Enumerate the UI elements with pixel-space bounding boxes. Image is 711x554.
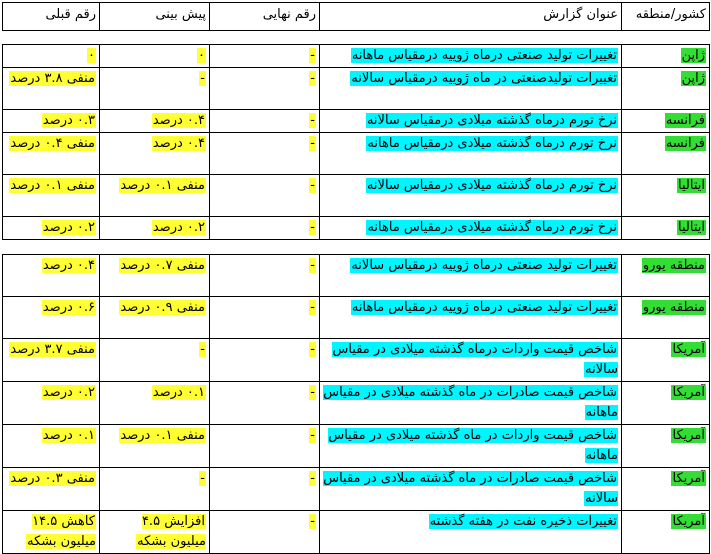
country-cell	[622, 255, 710, 297]
forecast-cell-text: -	[200, 71, 205, 86]
forecast-cell	[100, 468, 210, 511]
report-title-cell	[320, 255, 622, 297]
final-value-cell	[210, 382, 320, 425]
report-title-cell-text: نرخ تورم درماه گذشته میلادی درمقیاس ماهانه	[367, 220, 617, 235]
table-row	[3, 175, 710, 217]
final-value-cell-text: -	[310, 342, 315, 357]
final-value-cell-text: -	[310, 178, 315, 193]
table-row	[3, 468, 710, 511]
final-value-cell	[210, 217, 320, 240]
forecast-cell-text: -	[200, 471, 205, 486]
previous-value-cell-text: ۰.۱ درصد	[42, 428, 95, 443]
forecast-cell	[100, 255, 210, 297]
country-cell-text: آمریکا	[672, 514, 705, 529]
report-title-cell-text: شاخص قیمت واردات درماه گذشته میلادی در مقیاس سالانه	[332, 342, 618, 377]
country-cell-text: ژاپن	[681, 48, 705, 63]
final-value-cell	[210, 468, 320, 511]
report-title-cell	[320, 511, 622, 554]
country-cell-text: آمریکا	[672, 385, 705, 400]
final-value-cell-text: -	[310, 385, 315, 400]
report-title-cell-text: شاخص قیمت صادرات در ماه گذشته میلادی در مقیاس ماهانه	[323, 385, 618, 420]
forecast-cell-text: افزایش ۴.۵ میلیون بشکه	[137, 514, 206, 549]
forecast-cell	[100, 68, 210, 110]
country-cell-text: منطقه یورو	[642, 300, 705, 315]
report-title-cell	[320, 468, 622, 511]
previous-value-cell-text: منفی ۰.۴ درصد	[10, 136, 95, 151]
final-value-cell	[210, 511, 320, 554]
report-title-cell	[320, 45, 622, 68]
forecast-cell	[100, 133, 210, 175]
final-value-cell-text: -	[310, 136, 315, 151]
country-cell-text: ایتالیا	[678, 220, 705, 235]
header-country: کشور/منطقه	[622, 3, 710, 31]
final-value-cell-text: -	[310, 71, 315, 86]
country-cell	[622, 511, 710, 554]
table-row	[3, 511, 710, 554]
report-title-cell-text: تغییرات تولید صنعتی درماه ژوییه درمقیاس ماهانه	[351, 48, 617, 63]
forecast-cell-text: -	[200, 342, 205, 357]
forecast-cell-text: ۰.۱ درصد	[152, 385, 205, 400]
country-cell-text: منطقه یورو	[642, 258, 705, 273]
report-title-cell-text: نرخ تورم درماه گذشته میلادی درمقیاس سالانه	[366, 178, 617, 193]
report-title-cell-text: نرخ تورم درماه گذشته میلادی درمقیاس ماهانه	[367, 136, 617, 151]
final-value-cell-text: -	[310, 428, 315, 443]
report-title-cell	[320, 382, 622, 425]
table-row	[3, 68, 710, 110]
previous-value-cell-text: ۰.۲ درصد	[42, 385, 95, 400]
forecast-cell-text: ۰.۴ درصد	[152, 113, 205, 128]
previous-value-cell-text: ۰.۳ درصد	[42, 113, 95, 128]
report-title-cell	[320, 297, 622, 339]
previous-value-cell-text: منفی ۳.۷ درصد	[10, 342, 95, 357]
report-title-cell	[320, 110, 622, 133]
table-row	[3, 339, 710, 382]
report-title-cell	[320, 217, 622, 240]
final-value-cell	[210, 339, 320, 382]
final-value-cell-text: -	[310, 258, 315, 273]
report-title-cell	[320, 339, 622, 382]
previous-value-cell-text: کاهش ۱۴.۵ میلیون بشکه	[27, 514, 96, 549]
previous-value-cell	[3, 511, 100, 554]
report-title-cell-text: تغییرات ذخیره نفت در هفته گذشته	[429, 514, 617, 529]
forecast-cell	[100, 217, 210, 240]
forecast-cell	[100, 339, 210, 382]
country-cell-text: فرانسه	[665, 136, 705, 151]
final-value-cell-text: -	[310, 514, 315, 529]
final-value-cell	[210, 45, 320, 68]
forecast-cell-text: ۰.۲ درصد	[152, 220, 205, 235]
country-cell	[622, 217, 710, 240]
final-value-cell	[210, 425, 320, 468]
forecast-cell	[100, 511, 210, 554]
previous-value-cell	[3, 297, 100, 339]
report-title-cell	[320, 68, 622, 110]
previous-value-cell-text: منفی ۰.۳ درصد	[10, 471, 95, 486]
previous-value-cell	[3, 255, 100, 297]
report-title-cell	[320, 133, 622, 175]
forecast-cell-text: ۰	[198, 48, 205, 63]
country-cell	[622, 297, 710, 339]
country-cell-text: آمریکا	[672, 471, 705, 486]
previous-value-cell	[3, 468, 100, 511]
country-cell	[622, 175, 710, 217]
final-value-cell-text: -	[310, 220, 315, 235]
report-title-cell-text: تغییرات تولید صنعتی درماه ژوییه درمقیاس سالانه	[351, 258, 617, 273]
forecast-cell	[100, 110, 210, 133]
previous-value-cell	[3, 175, 100, 217]
final-value-cell	[210, 110, 320, 133]
report-title-cell-text: تغییرات تولیدصنعتی در ماه ژوییه درمقیاس سالانه	[351, 71, 617, 86]
header-table	[2, 2, 710, 31]
country-cell	[622, 133, 710, 175]
table-row	[3, 217, 710, 240]
country-cell-text: ایتالیا	[678, 178, 705, 193]
table-row	[3, 255, 710, 297]
previous-value-cell	[3, 110, 100, 133]
forecast-cell-text: منفی ۰.۱ درصد	[120, 178, 205, 193]
report-table-2	[2, 254, 710, 554]
final-value-cell	[210, 133, 320, 175]
final-value-cell-text: -	[310, 48, 315, 63]
table-row	[3, 382, 710, 425]
table-row	[3, 133, 710, 175]
country-cell	[622, 45, 710, 68]
previous-value-cell-text: منفی ۰.۱ درصد	[10, 178, 95, 193]
table-row	[3, 110, 710, 133]
previous-value-cell	[3, 425, 100, 468]
country-cell	[622, 425, 710, 468]
report-table-1	[2, 44, 710, 240]
country-cell-text: آمریکا	[672, 428, 705, 443]
report-title-cell-text: شاخص قیمت صادرات در ماه گذشته میلادی در مقیاس سالانه	[323, 471, 618, 506]
final-value-cell-text: -	[310, 300, 315, 315]
previous-value-cell-text: منفی ۳.۸ درصد	[10, 71, 95, 86]
report-title-cell-text: تغییرات تولید صنعتی درماه ژوییه درمقیاس ماهانه	[351, 300, 617, 315]
previous-value-cell	[3, 45, 100, 68]
table-row	[3, 297, 710, 339]
previous-value-cell	[3, 382, 100, 425]
final-value-cell-text: -	[310, 113, 315, 128]
country-cell-text: فرانسه	[665, 113, 705, 128]
final-value-cell	[210, 175, 320, 217]
final-value-cell	[210, 68, 320, 110]
previous-value-cell	[3, 217, 100, 240]
header-forecast: پیش بینی	[100, 3, 210, 31]
country-cell-text: ژاپن	[681, 71, 705, 86]
previous-value-cell-text: ۰.۶ درصد	[42, 300, 95, 315]
final-value-cell	[210, 297, 320, 339]
report-table-2-body	[3, 255, 710, 554]
header-row	[3, 3, 710, 31]
country-cell	[622, 382, 710, 425]
forecast-cell	[100, 425, 210, 468]
forecast-cell-text: منفی ۰.۷ درصد	[120, 258, 205, 273]
header-final: رقم نهایی	[210, 3, 320, 31]
previous-value-cell-text: ۰	[88, 48, 95, 63]
header-title: عنوان گزارش	[320, 3, 622, 31]
country-cell	[622, 110, 710, 133]
country-cell	[622, 339, 710, 382]
forecast-cell-text: منفی ۰.۱ درصد	[120, 428, 205, 443]
forecast-cell	[100, 45, 210, 68]
previous-value-cell	[3, 133, 100, 175]
report-title-cell-text: شاخص قیمت واردات در ماه گذشته میلادی در مقیاس ماهانه	[328, 428, 618, 463]
table-row	[3, 45, 710, 68]
country-cell	[622, 68, 710, 110]
forecast-cell	[100, 175, 210, 217]
report-title-cell	[320, 425, 622, 468]
forecast-cell-text: منفی ۰.۹ درصد	[120, 300, 205, 315]
forecast-cell-text: ۰.۴ درصد	[152, 136, 205, 151]
report-table-1-body	[3, 45, 710, 240]
previous-value-cell	[3, 339, 100, 382]
country-cell-text: آمریکا	[672, 342, 705, 357]
previous-value-cell-text: ۰.۲ درصد	[42, 220, 95, 235]
previous-value-cell-text: ۰.۴ درصد	[42, 258, 95, 273]
forecast-cell	[100, 297, 210, 339]
final-value-cell	[210, 255, 320, 297]
report-title-cell-text: نرخ تورم درماه گذشته میلادی درمقیاس سالانه	[366, 113, 617, 128]
report-title-cell	[320, 175, 622, 217]
forecast-cell	[100, 382, 210, 425]
header-previous: رقم قبلی	[3, 3, 100, 31]
final-value-cell-text: -	[310, 471, 315, 486]
table-row	[3, 425, 710, 468]
country-cell	[622, 468, 710, 511]
previous-value-cell	[3, 68, 100, 110]
